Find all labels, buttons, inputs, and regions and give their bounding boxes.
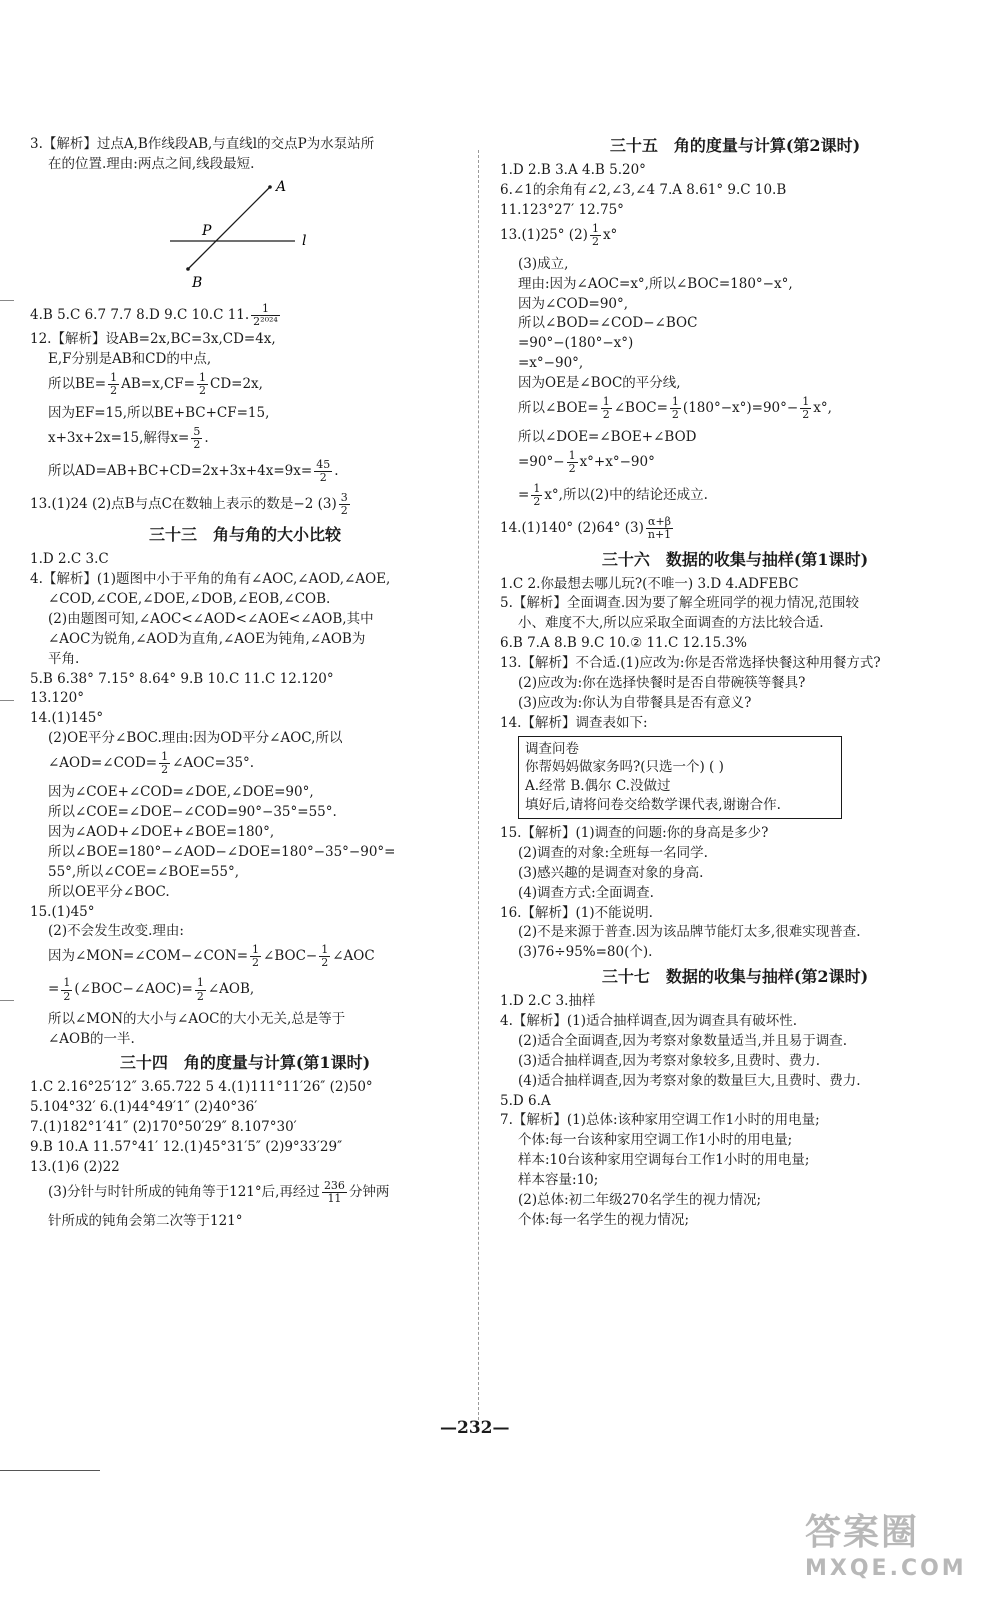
label-b: B	[192, 274, 203, 291]
answer-line: (3)76÷95%=80(个).	[518, 944, 653, 961]
answer-line: 12.【解析】设AB=2x,BC=3x,CD=4x,	[30, 330, 276, 347]
answer-line: 55°,所以∠COE=∠BOE=55°,	[48, 863, 240, 880]
answer-line: 平角.	[48, 650, 80, 667]
segment-ab	[188, 187, 270, 269]
answer-line: 个体:每一台该种家用空调工作1小时的用电量;	[518, 1132, 793, 1149]
point-b	[186, 267, 190, 271]
answer-line: 样本:10台该种家用空调每台工作1小时的用电量;	[518, 1152, 810, 1169]
right-column	[500, 136, 970, 1232]
answer-line: E,F分别是AB和CD的中点,	[48, 350, 212, 367]
fraction: $\frac{1}{2}$	[199, 370, 206, 397]
section-heading: 三十四 角的度量与计算(第1课时)	[119, 1053, 371, 1073]
answer-line: 5.104°32′ 6.(1)44°49′1″ (2)40°36′	[30, 1099, 258, 1116]
answer-line: 5.D 6.A	[500, 1092, 551, 1109]
answer-line: (2)OE平分∠BOC.理由:因为OD平分∠AOC,所以	[48, 730, 343, 747]
survey-table	[518, 736, 842, 820]
answer-line: =90°−(180°−x°)	[518, 335, 634, 352]
answer-line: (2)应改为:你在选择快餐时是否自带碗筷等餐具?	[518, 674, 806, 691]
answer-line: 针所成的钝角会第二次等于121°	[48, 1212, 243, 1229]
label-l: l	[302, 232, 307, 249]
section-heading: 三十五 角的度量与计算(第2课时)	[609, 136, 861, 155]
answer-line: 7.【解析】(1)总体:该种家用空调工作1小时的用电量;	[500, 1112, 820, 1129]
answer-line: ∠COD,∠COE,∠DOE,∠DOB,∠EOB,∠COB.	[48, 591, 331, 608]
fraction: $\frac{\alpha+\beta}{n+1}$	[647, 515, 672, 542]
fraction: $\frac{1}{2}$	[602, 394, 610, 422]
answer-line: 小、难度不大,所以应采取全面调查的方法比较合适.	[518, 615, 824, 632]
column-divider	[478, 150, 479, 1420]
fraction: $\frac{1}{2}$	[533, 482, 541, 509]
answer-line: 5.B 6.38° 7.15° 8.64° 9.B 10.C 11.C 12.120°	[30, 670, 334, 687]
label-p: P	[202, 222, 212, 239]
fraction: $\frac{1}{2}$	[568, 449, 576, 476]
answer-line: 因为EF=15,所以BE+BC+CF=15,	[48, 404, 270, 421]
survey-title: 调查问卷	[525, 740, 579, 757]
answer-line: 13.(1)24 (2)点B与点C在数轴上表示的数是−2 (3) $\frac{3}{2}$	[30, 491, 348, 518]
answer-line: =90°− $\frac{1}{2}$ x°+x°−90°	[518, 449, 655, 476]
fraction: $\frac{45}{2}$	[316, 457, 331, 485]
answer-line: 6.B 7.A 8.B 9.C 10.② 11.C 12.15.3%	[500, 635, 747, 652]
answer-line: ∠AOD=∠COD= $\frac{1}{2}$ ∠AOC=35°.	[48, 750, 255, 777]
answer-line: (3)应改为:你认为自带餐具是否有意义?	[518, 694, 752, 711]
page-number: —232—	[440, 1418, 510, 1438]
answer-line: 7.(1)182°1′41″ (2)170°50′29″ 8.107°30′	[30, 1119, 297, 1136]
answer-line: (2)不是来源于普查.因为该品牌节能灯太多,很难实现普查.	[518, 924, 861, 941]
section-heading: 三十三 角与角的大小比较	[148, 525, 341, 545]
answer-line: (2)由题图可知,∠AOC<∠AOD<∠AOE<∠AOB,其中	[48, 610, 374, 627]
answer-line: 所以AD=AB+BC+CD=2x+3x+4x=9x= $\frac{45}{2}$ .	[48, 457, 339, 485]
bottom-rule	[0, 1470, 100, 1471]
answer-line: =x°−90°,	[518, 355, 584, 372]
answer-line: 理由:因为∠AOC=x°,所以∠BOC=180°−x°,	[518, 275, 793, 292]
edge-mark	[0, 1000, 14, 1001]
answer-line: 13.(1)6 (2)22	[30, 1158, 120, 1175]
fraction: $\frac{3}{2}$	[340, 491, 348, 518]
answer-line: 14.(1)145°	[30, 710, 104, 727]
answer-line: (2)总体:初二年级270名学生的视力情况;	[518, 1191, 761, 1208]
answer-line: (4)调查方式:全面调查.	[518, 884, 654, 901]
watermark-text: 答案圈	[805, 1512, 920, 1553]
answer-line: 9.B 10.A 11.57°41′ 12.(1)45°31′5″ (2)9°33′29″	[30, 1139, 343, 1155]
edge-mark	[0, 700, 14, 701]
answer-line: 4.【解析】(1)题图中小于平角的角有∠AOC,∠AOD,∠AOE,	[30, 571, 391, 588]
answer-line: ∠AOC为锐角,∠AOD为直角,∠AOE为钝角,∠AOB为	[48, 630, 366, 647]
answer-line: 15.【解析】(1)调查的问题:你的身高是多少?	[500, 825, 769, 842]
answer-line: 所以∠BOE= $\frac{1}{2}$ ∠BOC= $\frac{1}{2}$ (180°−x°)=90°− $\frac{1}{2}$ x°,	[518, 394, 832, 422]
answer-line: 个体:每一名学生的视力情况;	[518, 1211, 690, 1228]
answer-line: (3)适合抽样调查,因为考察对象较多,且费时、费力.	[518, 1052, 820, 1069]
answer-line: 因为∠COE+∠COD=∠DOE,∠DOE=90°,	[48, 784, 314, 801]
answer-line: 所以BE= $\frac{1}{2}$ AB=x,CF= $\frac{1}{2}$ CD=2x,	[48, 370, 263, 397]
answer-line: (2)调查的对象:全班每一名同学.	[518, 844, 708, 861]
answer-line: 1.D 2.C 3.C	[30, 551, 109, 568]
fraction: $\frac{5}{2}$	[193, 424, 201, 451]
answer-line: = $\frac{1}{2}$ (∠BOC−∠AOC)= $\frac{1}{2}$ ∠AOB,	[48, 976, 255, 1003]
fraction: $\frac{1}{\text{2²⁰²⁴}}$	[253, 301, 278, 328]
answer-line: 所以∠BOD=∠COD−∠BOC	[518, 315, 698, 332]
answer-line: (2)适合全面调查,因为考察对象数量适当,并且易于调查.	[518, 1032, 847, 1049]
answer-line: (3)分针与时针所成的钝角等于121°后,再经过 $\frac{236}{11}$ 分钟两	[48, 1178, 390, 1205]
answer-line: 15.(1)45°	[30, 903, 95, 920]
answer-line: 14.【解析】调查表如下:	[500, 714, 648, 731]
answer-line: 14.(1)140° (2)64° (3) $\frac{\alpha+\beta}{n+1}$	[500, 515, 672, 542]
answer-line: 4.【解析】(1)适合抽样调查,因为调查具有破坏性.	[500, 1013, 798, 1030]
answer-line: 所以∠COE=∠DOE−∠COD=90°−35°=55°.	[48, 804, 337, 821]
watermark-url: MXQE.COM	[805, 1556, 967, 1581]
answer-line: 1.D 2.C 3.抽样	[500, 993, 596, 1010]
answer-line: 5.【解析】全面调查.因为要了解全班同学的视力情况,范围较	[500, 595, 859, 612]
answer-line: 1.C 2.16°25′12″ 3.65.722 5 4.(1)111°11′26″ (2)50°	[30, 1079, 373, 1096]
geometry-figure	[170, 177, 340, 297]
fraction: $\frac{1}{2}$	[321, 943, 329, 970]
answer-line: 所以∠DOE=∠BOE+∠BOD	[518, 429, 697, 446]
answer-line: 1.D 2.B 3.A 4.B 5.20°	[500, 162, 646, 178]
answer-line: 13.【解析】不合适.(1)应改为:你是否常选择快餐这种用餐方式?	[500, 655, 881, 672]
label-a: A	[276, 178, 287, 195]
fraction: $\frac{1}{2}$	[252, 943, 260, 970]
answer-line: 因为∠AOD+∠DOE+∠BOE=180°,	[48, 824, 275, 840]
section-heading: 三十七 数据的收集与抽样(第2课时)	[601, 967, 869, 987]
answer-line: 因为∠MON=∠COM−∠CON= $\frac{1}{2}$ ∠BOC− $\frac{1}{2}$ ∠AOC	[48, 943, 375, 970]
left-column	[30, 136, 460, 1233]
answer-line: 所以OE平分∠BOC.	[48, 883, 170, 900]
answer-line: ∠AOB的一半.	[48, 1030, 135, 1047]
fraction: $\frac{236}{11}$	[323, 1178, 345, 1205]
fraction: $\frac{1}{2}$	[196, 976, 204, 1003]
answer-line: 样本容量:10;	[518, 1172, 599, 1189]
answer-line: x+3x+2x=15,解得x= $\frac{5}{2}$ .	[48, 424, 209, 451]
answer-line: 1.C 2.你最想去哪儿玩?(不唯一) 3.D 4.ADFEBC	[500, 575, 799, 592]
point-a	[268, 185, 272, 189]
answer-line: 在的位置.理由:两点之间,线段最短.	[48, 155, 255, 172]
fraction: $\frac{1}{2}$	[671, 394, 679, 422]
watermark-logo	[805, 1510, 975, 1590]
answer-line: 13.(1)25° (2) $\frac{1}{2}$ x°	[500, 221, 618, 248]
answer-line: 6.∠1的余角有∠2,∠3,∠4 7.A 8.61° 9.C 10.B	[500, 181, 787, 198]
answer-line: 所以∠MON的大小与∠AOC的大小无关,总是等于	[48, 1010, 346, 1027]
answer-line: (2)不会发生改变.理由:	[48, 923, 184, 940]
section-heading: 三十六 数据的收集与抽样(第1课时)	[601, 549, 869, 569]
survey-options: A.经常 B.偶尔 C.没做过	[525, 778, 671, 795]
answer-line: 16.【解析】(1)不能说明.	[500, 904, 653, 921]
answer-line: 所以∠BOE=180°−∠AOD−∠DOE=180°−35°−90°=	[48, 843, 396, 860]
survey-question: 你帮妈妈做家务吗?(只选一个) ( )	[525, 759, 724, 776]
fraction: $\frac{1}{2}$	[802, 394, 810, 422]
answer-line: = $\frac{1}{2}$ x°,所以(2)中的结论还成立.	[518, 482, 708, 509]
answer-line: 11.123°27′ 12.75°	[500, 201, 624, 218]
fraction: $\frac{1}{2}$	[161, 750, 169, 777]
answer-line: (3)感兴趣的是调查对象的身高.	[518, 864, 704, 881]
answer-line: (4)适合抽样调查,因为考察对象的数量巨大,且费时、费力.	[518, 1072, 861, 1089]
answer-line: 4.B 5.C 6.7 7.7 8.D 9.C 10.C 11. $\frac{1}{\text{2²⁰²⁴}}$	[30, 301, 278, 328]
answer-line: 因为OE是∠BOC的平分线,	[518, 375, 681, 392]
fraction: $\frac{1}{2}$	[110, 370, 118, 397]
fraction: $\frac{1}{2}$	[591, 221, 599, 248]
fraction: $\frac{1}{2}$	[63, 976, 71, 1003]
survey-footer: 填好后,请将问卷交给数学课代表,谢谢合作.	[525, 797, 781, 814]
answer-line: 因为∠COD=90°,	[518, 295, 629, 312]
answer-line: 13.120°	[30, 690, 84, 707]
edge-mark	[0, 300, 14, 301]
answer-line: (3)成立,	[518, 255, 569, 272]
answer-line: 3.【解析】过点A,B作线段AB,与直线l的交点P为水泵站所	[30, 136, 375, 152]
